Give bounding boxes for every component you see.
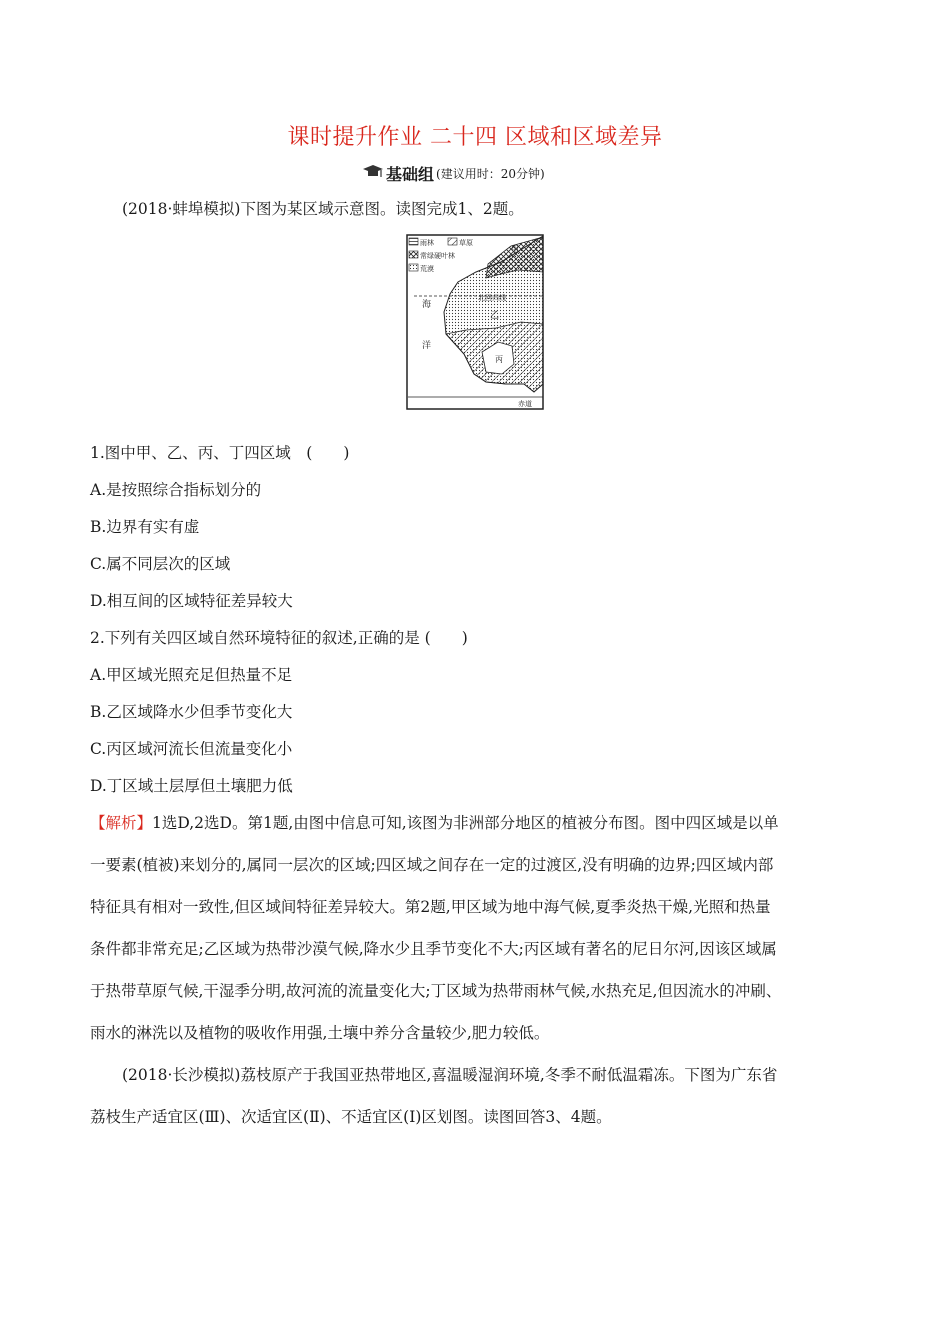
question-1-option-a: A.是按照综合指标划分的 bbox=[90, 481, 262, 499]
section-hint: (建议用时：20分钟) bbox=[436, 167, 545, 181]
question-1-option-d: D.相互间的区域特征差异较大 bbox=[90, 592, 293, 610]
intro-text-2-line-1: (2018·长沙模拟)荔枝原产于我国亚热带地区,喜温暖湿润环境,冬季不耐低温霜冻。下图为广东省 bbox=[122, 1066, 778, 1084]
question-1-option-b: B.边界有实有虚 bbox=[90, 518, 200, 536]
legend-savanna: 草原 bbox=[459, 239, 473, 247]
legend-desert: 荒漠 bbox=[420, 265, 434, 273]
intro-text-2-line-2: 荔枝生产适宜区(Ⅲ)、次适宜区(Ⅱ)、不适宜区(Ⅰ)区划图。读图回答3、4题。 bbox=[90, 1108, 612, 1126]
label-yi: 乙 bbox=[490, 311, 500, 321]
question-2-option-a: A.甲区域光照充足但热量不足 bbox=[90, 666, 293, 684]
analysis-line-3: 特征具有相对一致性,但区域间特征差异较大。第2题,甲区域为地中海气候,夏季炎热干燥,光照和热量 bbox=[90, 898, 771, 916]
analysis-line-6: 雨水的淋洗以及植物的吸收作用强,土壤中养分含量较少,肥力较低。 bbox=[90, 1024, 550, 1042]
question-2-option-b: B.乙区域降水少但季节变化大 bbox=[90, 703, 293, 721]
analysis-tag: 【解析】 bbox=[90, 814, 153, 832]
legend-evergreen: 常绿硬叶林 bbox=[420, 252, 455, 260]
analysis-line-4: 条件都非常充足;乙区域为热带沙漠气候,降水少且季节变化不大;丙区域有著名的尼日尔河,因该区域属 bbox=[90, 940, 777, 958]
graduation-cap-icon bbox=[362, 164, 384, 184]
label-equator: 赤道 bbox=[518, 400, 532, 408]
intro-text-1: (2018·蚌埠模拟)下图为某区域示意图。读图完成1、2题。 bbox=[122, 200, 524, 218]
label-ocean-2: 洋 bbox=[422, 341, 432, 351]
question-1-option-c: C.属不同层次的区域 bbox=[90, 555, 231, 573]
label-ocean-1: 海 bbox=[422, 300, 432, 310]
question-2-option-d: D.丁区域土层厚但土壤肥力低 bbox=[90, 777, 293, 795]
analysis-line-5: 于热带草原气候,干湿季分明,故河流的流量变化大;丁区域为热带雨林气候,水热充足,但因流水的冲刷、 bbox=[90, 982, 782, 1000]
section-header bbox=[362, 162, 545, 185]
section-label: 基础组 bbox=[386, 165, 435, 184]
analysis-line-2: 一要素(植被)来划分的,属同一层次的区域;四区域之间存在一定的过渡区,没有明确的边界;四区域内部 bbox=[90, 856, 774, 874]
label-bing: 丙 bbox=[495, 355, 503, 364]
question-2-stem: 2.下列有关四区域自然环境特征的叙述,正确的是 ( ) bbox=[90, 629, 468, 647]
label-jia: 甲 bbox=[511, 245, 519, 254]
analysis-line-1: 【解析】1选D,2选D。第1题,由图中信息可知,该图为非洲部分地区的植被分布图。图中四区域是以单 bbox=[90, 814, 779, 832]
question-1-stem: 1.图中甲、乙、丙、丁四区域 ( ) bbox=[90, 444, 350, 462]
legend-rainforest: 雨林 bbox=[420, 239, 434, 247]
label-tropic: 北回归线 bbox=[478, 294, 506, 302]
region-map bbox=[406, 234, 544, 410]
page-title: 课时提升作业 二十四 区域和区域差异 bbox=[287, 125, 663, 150]
question-2-option-c: C.丙区域河流长但流量变化小 bbox=[90, 740, 293, 758]
